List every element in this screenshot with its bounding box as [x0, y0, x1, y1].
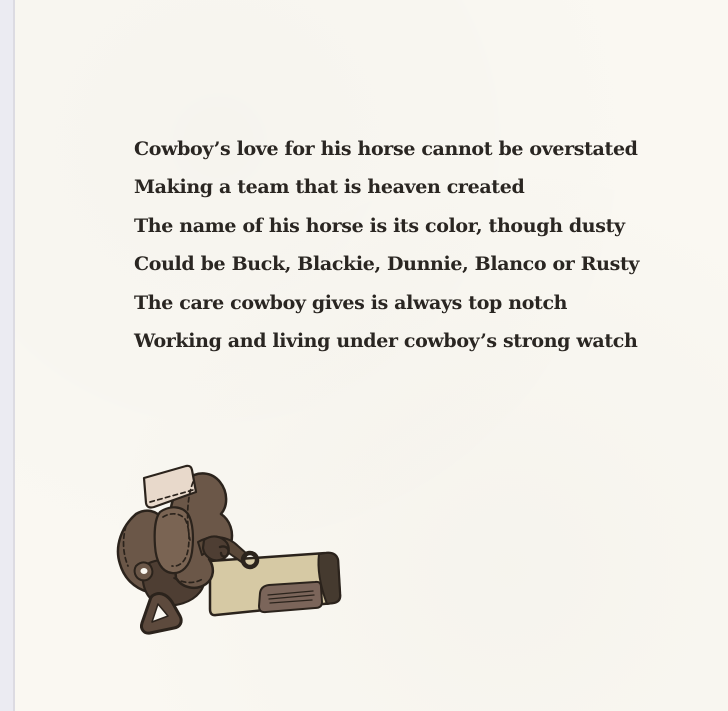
poem-line-4: Could be Buck, Blackie, Dunnie, Blanco or Rusty: [134, 253, 640, 276]
poem-line-6: Working and living under cowboy’s strong watch: [134, 330, 638, 353]
keeper-loop-hole: [141, 568, 148, 574]
saddle-on-feed-box-illustration: [100, 450, 380, 650]
feed-box: [210, 553, 340, 615]
poem-line-1: Cowboy’s love for his horse cannot be overstated: [134, 138, 638, 160]
page-gutter-edge: [0, 0, 15, 711]
poem-line-5: The care cowboy gives is always top notch: [134, 291, 568, 314]
poem-line-2: Making a team that is heaven created: [134, 176, 525, 199]
poem-line-3: The name of his horse is its color, though dusty: [134, 214, 625, 237]
poem: [134, 130, 694, 360]
